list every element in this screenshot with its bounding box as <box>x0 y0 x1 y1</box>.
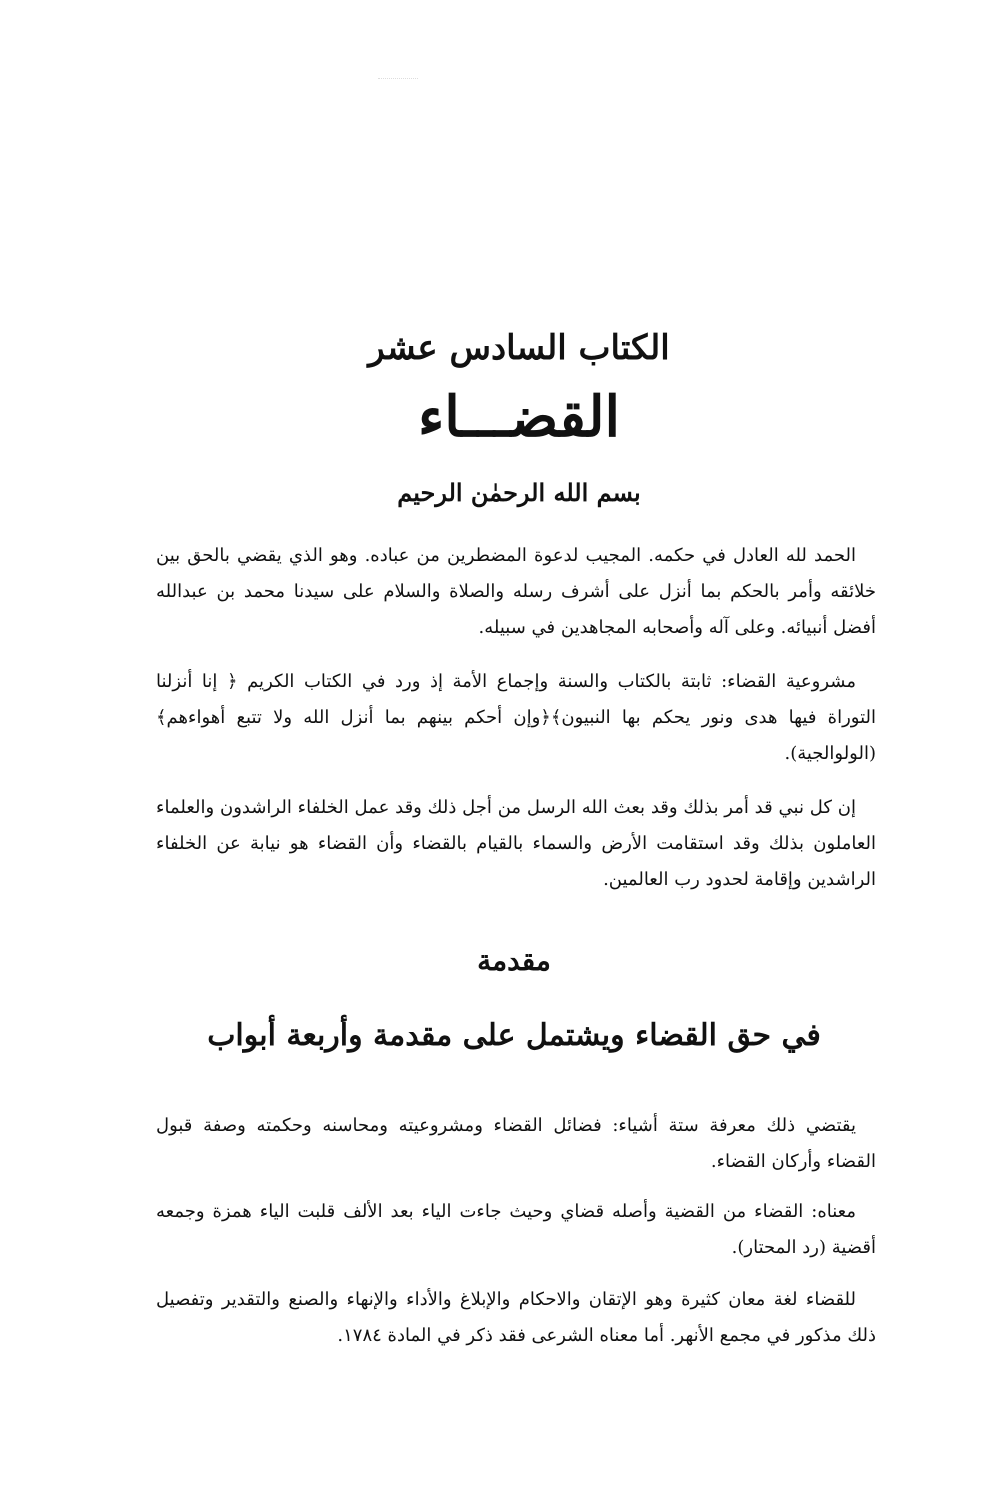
section-heading: مقدمة <box>477 944 551 977</box>
section-paragraph-meaning: معناه: القضاء من القضية وأصله قضاي وحيث جاءت الياء بعد الألف قلبت الياء همزة وجمعه أقضية (رد المحتار). <box>156 1201 876 1258</box>
section-subheading: في حق القضاء ويشتمل على مقدمة وأربعة أبواب <box>207 1018 821 1053</box>
book-title: الكتاب السادس عشر <box>368 328 670 368</box>
section-paragraph-six-things: يقتضي ذلك معرفة ستة أشياء: فضائل القضاء ومشروعيته ومحاسنه وحكمته وصفة قبول القضاء وأركان القضاء. <box>156 1115 876 1172</box>
intro-paragraph-legitimacy: مشروعية القضاء: ثابتة بالكتاب والسنة وإجماع الأمة إذ ورد في الكتاب الكريم ﴿ إنا أنزلنا التوراة فيها هدى ونور يحكم بها النبيون﴾﴿وإن أحكم بينهم بما أنزل الله ولا تتبع أهواءهم﴾ (الولوالجية). <box>156 671 876 764</box>
intro-paragraph-praise: الحمد لله العادل في حكمه. المجيب لدعوة المضطرين من عباده. وهو الذي يقضي بالحق بين خلائقه وأمر بالحكم بما أنزل على أشرف رسله والصلاة والسلام على سيدنا محمد بن عبدالله أفضل أنبيائه. وعلى آله وأصحابه المجاهدين في سبيله. <box>156 545 876 638</box>
page-mark <box>378 78 418 80</box>
book-subject-title: القضـــاء <box>417 384 621 450</box>
section-paragraph-linguistic: للقضاء لغة معان كثيرة وهو الإتقان والاحكام والإبلاغ والأداء والإنهاء والصنع والتقدير وتفصيل ذلك مذكور في مجمع الأنهر. أما معناه الشرعى فقد ذكر في المادة ١٧٨٤. <box>156 1289 876 1346</box>
intro-paragraph-prophets: إن كل نبي قد أمر بذلك وقد بعث الله الرسل من أجل ذلك وقد عمل الخلفاء الراشدون والعلماء العاملون بذلك وقد استقامت الأرض والسماء بالقيام بالقضاء وأن القضاء هو نيابة عن الخلفاء الراشدين وإقامة لحدود رب العالمين. <box>156 797 876 890</box>
basmala: بسم الله الرحمٰن الرحيم <box>397 478 641 507</box>
